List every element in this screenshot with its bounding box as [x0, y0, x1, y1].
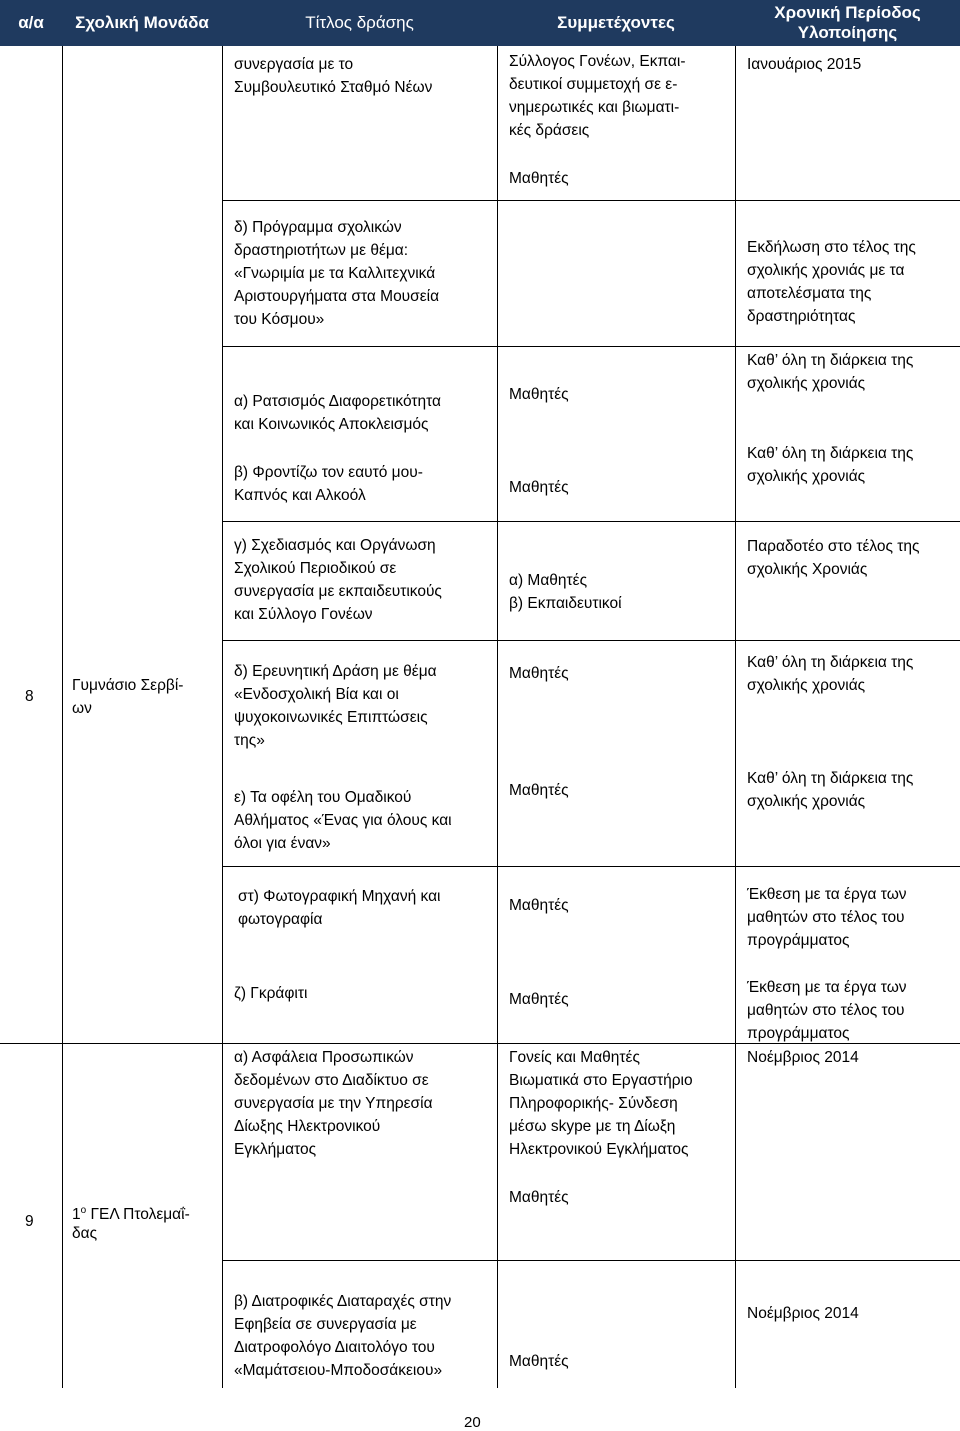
- header-action-title: Τίτλος δράσης: [305, 13, 414, 32]
- period: Νοέμβριος 2014: [747, 1049, 859, 1066]
- period: Έκθεση με τα έργα των μαθητών στο τέλος του προγράμματος: [747, 979, 907, 1042]
- row-divider: [222, 866, 960, 867]
- participants: Μαθητές: [509, 170, 569, 187]
- column-divider: [735, 46, 736, 1388]
- action-title: δ) Πρόγραμμα σχολικών δραστηριοτήτων με θέμα: «Γνωριμία με τα Καλλιτεχνικά Αριστουργήματα στα Μουσεία του Κόσμου»: [234, 219, 440, 328]
- period: Καθ’ όλη τη διάρκεια της σχολικής χρονιάς: [747, 352, 914, 392]
- header-aa: α/α: [18, 13, 44, 32]
- header-participants: Συμμετέχοντες: [557, 13, 675, 32]
- participants: Μαθητές: [509, 386, 569, 403]
- action-title: συνεργασία με το Συμβουλευτικό Σταθμό Νέων: [234, 56, 433, 96]
- row-divider: [222, 346, 960, 347]
- action-title: α) Ασφάλεια Προσωπικών δεδομένων στο Διαδίκτυο σε συνεργασία με την Υπηρεσία Δίωξης Ηλεκτρονικού Εγκλήματος: [234, 1049, 433, 1158]
- period: Έκθεση με τα έργα των μαθητών στο τέλος του προγράμματος: [747, 886, 907, 949]
- period: Νοέμβριος 2014: [747, 1305, 859, 1322]
- action-title: γ) Σχεδιασμός και Οργάνωση Σχολικού Περιοδικού σε συνεργασία με εκπαιδευτικούς και Σύλλογο Γονέων: [234, 537, 442, 623]
- row-divider: [222, 640, 960, 641]
- header-period: Χρονική Περίοδος Υλοποίησης: [774, 3, 921, 42]
- row-number: 9: [25, 1213, 34, 1230]
- participants: Μαθητές: [509, 1353, 569, 1370]
- school-unit: Γυμνάσιο Σερβί- ων: [72, 677, 184, 717]
- participants: Μαθητές: [509, 897, 569, 914]
- period: Καθ’ όλη τη διάρκεια της σχολικής χρονιάς: [747, 654, 914, 694]
- action-title: δ) Ερευνητική Δράση με θέμα «Ενδοσχολική Βία και οι ψυχοκοινωνικές Επιπτώσεις της»: [234, 663, 437, 749]
- action-title: ζ) Γκράφιτι: [234, 985, 308, 1002]
- participants: Γονείς και Μαθητές Βιωματικά στο Εργαστήριο Πληροφορικής- Σύνδεση μέσω skype με τη Δίωξη Ηλεκτρονικού Εγκλήματος: [509, 1049, 693, 1158]
- row-divider: [222, 521, 960, 522]
- action-title: β) Φροντίζω τον εαυτό μου- Καπνός και Αλκοόλ: [234, 464, 423, 504]
- period: Παραδοτέο στο τέλος της σχολικής Χρονιάς: [747, 538, 920, 578]
- action-title: β) Διατροφικές Διαταραχές στην Εφηβεία σε συνεργασία με Διατροφολόγο Διαιτολόγο του «Μαμάτσειου-Μποδοσάκειου»: [234, 1293, 452, 1379]
- participants: Μαθητές: [509, 1189, 569, 1206]
- participants: Μαθητές: [509, 782, 569, 799]
- action-title: στ) Φωτογραφική Μηχανή και φωτογραφία: [238, 888, 441, 928]
- participants: Μαθητές: [509, 479, 569, 496]
- participants: Μαθητές: [509, 665, 569, 682]
- period: Καθ’ όλη τη διάρκεια της σχολικής χρονιάς: [747, 770, 914, 810]
- participants: α) Μαθητές β) Εκπαιδευτικοί: [509, 572, 622, 612]
- school-unit-ordinal: ο: [80, 1205, 87, 1216]
- row-divider: [222, 1260, 960, 1261]
- row-number: 8: [25, 688, 34, 705]
- school-unit-line2: δας: [72, 1225, 98, 1242]
- row-divider: [222, 200, 960, 201]
- participants: Μαθητές: [509, 991, 569, 1008]
- period: Ιανουάριος 2015: [747, 56, 862, 73]
- action-title: ε) Τα οφέλη του Ομαδικού Αθλήματος «Ένας για όλους και όλοι για έναν»: [234, 789, 452, 852]
- column-divider: [497, 46, 498, 1388]
- page-number: 20: [464, 1414, 481, 1431]
- period: Καθ’ όλη τη διάρκεια της σχολικής χρονιάς: [747, 445, 914, 485]
- table-header: [0, 0, 960, 46]
- header-school-unit: Σχολική Μονάδα: [75, 13, 209, 32]
- school-unit-number: 1: [72, 1206, 81, 1224]
- school-unit-name: ΓΕΛ Πτολεμαΐ-: [86, 1206, 190, 1224]
- column-divider: [222, 46, 223, 1388]
- action-title: α) Ρατσισμός Διαφορετικότητα και Κοινωνικός Αποκλεισμός: [234, 393, 441, 433]
- participants: Σύλλογος Γονέων, Εκπαι- δευτικοί συμμετοχή σε ε- νημερωτικές και βιωματι- κές δράσεις: [509, 53, 686, 139]
- period: Εκδήλωση στο τέλος της σχολικής χρονιάς με τα αποτελέσματα της δραστηριότητας: [747, 239, 916, 325]
- column-divider: [62, 46, 63, 1388]
